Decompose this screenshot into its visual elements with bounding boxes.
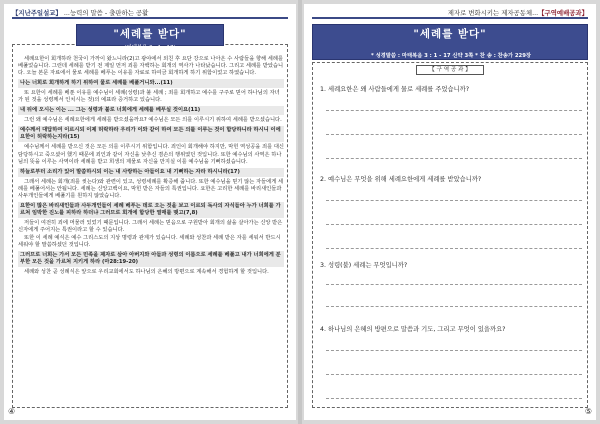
scripture-quote: 그러므로 너희는 가서 모든 민족을 제자로 삼아 아버지와 아들과 성령의 이름으로 세례를 베풀고 내가 너희에게 분부한 모든 것을 가르쳐 지키게 하라 (마28:19-20) [18, 251, 284, 267]
question-3: 3. 성령(불) 세례는 무엇입니까? [320, 262, 408, 269]
answer-line [326, 284, 582, 285]
left-page [4, 4, 296, 420]
question-1: 1. 세례요한은 왜 사람들에게 물로 세례를 주었습니까? [320, 86, 470, 93]
answer-line [326, 248, 582, 249]
answer-line [326, 110, 582, 111]
sermon-body [18, 56, 284, 277]
sermon-paragraph: 그런 왜 예수님은 세례요한에게 세례를 받으셨을까요? 예수님은 모든 의를 이루시기 위하여 세례를 받으셨습니다. [24, 117, 282, 124]
left-subtitle: (마태복음 3 : 1 - 17) [124, 45, 176, 51]
answer-line [326, 350, 582, 351]
right-page-number: ⑤ [584, 407, 592, 416]
section-label: 【 구 역 공 과 】 [416, 65, 484, 75]
sermon-paragraph: 세례요한이 회개하라 천국이 가까이 왔느니라(2)고 광야에서 외친 후 요단 강으로 나아온 수 사람들을 향해 세례를 베풀었습니다. 그런데 세례를 받기 전 제일 먼저 죄를 자백하는 회개의 역사가 나타났습니다. 그리고 세례를 받았습니다. 오늘 본문 자료에서 물로 세례를 베푸는 이유를 자료로 하여금 회개하게 하기 위함이었고 하였습니다. [18, 56, 284, 77]
right-scripture-hymn-info: * 성경말씀 : 마태복음 3 : 1 - 17 신약 3쪽 * 찬 송 : 찬송가 229장 [370, 53, 532, 59]
right-content-frame [312, 62, 588, 408]
right-header-text: 제자로 변화시키는 제자공동체... [447, 9, 539, 17]
answer-line [326, 224, 582, 225]
left-header-rule [12, 17, 288, 19]
sermon-paragraph: 또한 이 세례 예식은 예수 그리스도의 지상 명령과 관계가 있습니다. 세례와 성찬과 세례 받은 자를 세워서 반드시 세워야 할 말씀하셨던 것입니다. [18, 234, 281, 249]
answer-line [326, 200, 582, 201]
sermon-paragraph: 또 요한이 세례를 베푼 이유를 예수님이 세례(성령)과 불 세례 ; 죄를 회개하고 예수를 구주로 믿어 하나님의 자녀가 된 것을 성령께서 인치시는 것)의 예표라 증거하고 있습니다. [18, 90, 280, 104]
scripture-quote: 요한이 많은 바리새인들과 사두개인들이 세례 베푸는 데로 오는 것을 보고 이르되 독사의 자식들아 누가 너희를 가르쳐 임박한 진노를 피하라 하더냐 그러므로 회개에 합당한 열매를 맺고(7,8) [18, 202, 284, 218]
sermon-paragraph: 저들이 여전히 죄에 머물러 있었기 때문입니다. 그래서 세례는 믿음으로 구원받아 회개의 삶을 살아가는 신앙 받은 신자에게 주어지는 특권이라고 할 수 있습니다. [18, 219, 283, 233]
answer-line [326, 306, 582, 307]
answer-line [326, 158, 582, 159]
left-title-box [76, 24, 224, 51]
answer-line [326, 398, 582, 399]
left-title: "세례를 받다" [113, 28, 187, 40]
scripture-quote: 하늘로부터 소리가 있어 말씀하시되 이는 내 사랑하는 아들이요 내 기뻐하는 자라 하시니라(17) [18, 168, 284, 177]
left-page-number: ④ [8, 407, 16, 416]
left-header-prefix: 【지난주일설교】 [12, 9, 62, 17]
page-fold [298, 0, 302, 424]
scripture-quote: 나는 너희로 회개하게 하기 위하여 물로 세례를 베풀거니와...(11) [18, 79, 284, 88]
sermon-paragraph: 그래서 세례는 회개(죄를 씻는다)와 관련이 있고, 성령세례를 확증해 줍니다. 또한 예수님을 믿기 않는 자들에게 세례를 베풀어서는 안됩니다. 세례는 신앙고백이요, 막힌 받은 자들의 특권입니다. 요한은 고리한 세례를 바리새인들과 사두개인들에게 베풀기를 원하지 않았습니다. [18, 178, 284, 199]
left-header-text: ...능력의 말씀 - 출판하는 공활 [61, 9, 149, 17]
scripture-quote: 내 뒤에 오시는 이는 ... 그는 성령과 불로 너희에게 세례를 베푸실 것이요(11) [18, 106, 284, 115]
right-header [448, 8, 588, 17]
answer-line [326, 374, 582, 375]
sermon-paragraph: 세례와 성찬 곧 성례식은 앞으로 우리교회에서도 하나님의 은혜의 방편으로 계속해서 경험하게 할 것입니다. [24, 269, 269, 276]
right-page [304, 4, 596, 420]
question-2: 2. 예수님은 무엇을 위해 세례요한에게 세례를 받았습니까? [320, 176, 482, 183]
scripture-quote: 예수께서 대답하여 이르시되 이제 허락하라 우리가 이와 같이 하여 모든 의를 이루는 것이 합당하니라 하시니 이에 요한이 허락하는지라(15) [18, 126, 284, 142]
right-header-suffix: 【구역예배공과】 [538, 9, 588, 17]
answer-line [326, 134, 582, 135]
right-title: "세례를 받다" [413, 28, 487, 40]
right-header-rule [312, 17, 588, 19]
question-4: 4. 하나님의 은혜의 방편으로 말씀과 기도, 그리고 무엇이 있을까요? [320, 326, 506, 333]
left-header [12, 8, 148, 17]
sermon-paragraph: 예수님께서 세례를 받으신 것은 모든 의를 이루시기 위함입니다. 죄인이 회개해야 하지만, 막힌 역성공을 죄를 대신 담당하시고 죽으셨어 했기 때문에 죄인과 같이 자신을 낮추신 겸손의 행위였던 것입니다. 또한 예수님의 사역은 하나님의 뜻을 이루는 사역이라 세례를 받고 희생의 제물로 자신을 만지실 이를 예수님을 기뻐하셨습니다. [18, 144, 284, 165]
